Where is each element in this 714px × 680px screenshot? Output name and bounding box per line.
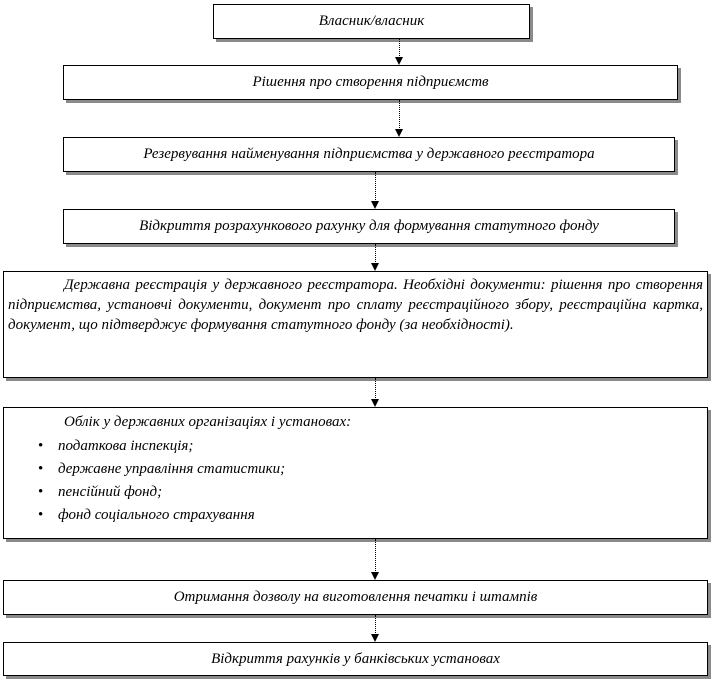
owner-label: Власник/власник (318, 13, 425, 29)
accounting-item (12, 436, 285, 459)
seal-permit-box (3, 580, 708, 615)
connector-line (375, 615, 376, 635)
bank-accounts-label: Відкриття рахунків у банківських установах (211, 650, 500, 667)
accounting-item (12, 482, 285, 505)
connector-line (375, 172, 376, 202)
arrow-down-icon (395, 129, 403, 137)
connector-line (399, 100, 400, 130)
arrow-down-icon (371, 572, 379, 580)
accounting-title: Облік у державних організаціях і установах: (64, 414, 352, 430)
arrow-down-icon (371, 634, 379, 642)
bullet-icon: • (38, 461, 44, 477)
account-opening-label: Відкриття розрахункового рахунку для формування статутного фонду (139, 218, 599, 234)
seal-permit-label: Отримання дозволу на виготовлення печатки і штампів (173, 589, 538, 605)
name-reservation-box (63, 137, 675, 172)
arrow-down-icon (371, 201, 379, 209)
owner-box (213, 4, 530, 39)
connector-line (375, 539, 376, 573)
arrow-down-icon (371, 399, 379, 407)
bank-accounts-box (3, 642, 708, 676)
registration-box (3, 271, 708, 378)
decision-label: Рішення про створення підприємств (252, 74, 489, 90)
name-reservation-label: Резервування найменування підприємства у державного реєстратора (143, 146, 595, 162)
accounting-list (12, 436, 285, 528)
accounting-box (3, 407, 708, 539)
bullet-icon: • (38, 507, 44, 523)
connector-line (375, 378, 376, 400)
accounting-item-label: пенсійний фонд; (58, 484, 163, 500)
connector-line (375, 244, 376, 264)
decision-box (63, 65, 678, 100)
arrow-down-icon (395, 57, 403, 65)
bullet-icon: • (38, 484, 44, 500)
connector-line (399, 39, 400, 58)
accounting-item-label: державне управління статистики; (58, 461, 286, 477)
accounting-item-label: податкова інспекція; (58, 438, 194, 454)
registration-text: Державна реєстрація у державного реєстратора. Необхідні документи: рішення про створення підприємства, установчі документи, документ про сплату реєстраційного збору, реєстраційна картка, документ, що підтверджує формування статутного фонду (за необхідності). (8, 277, 703, 333)
bullet-icon: • (38, 438, 44, 454)
arrow-down-icon (371, 263, 379, 271)
accounting-item (12, 459, 285, 482)
accounting-item (12, 505, 285, 528)
accounting-item-label: фонд соціального страхування (58, 507, 255, 523)
account-opening-box (63, 209, 675, 244)
